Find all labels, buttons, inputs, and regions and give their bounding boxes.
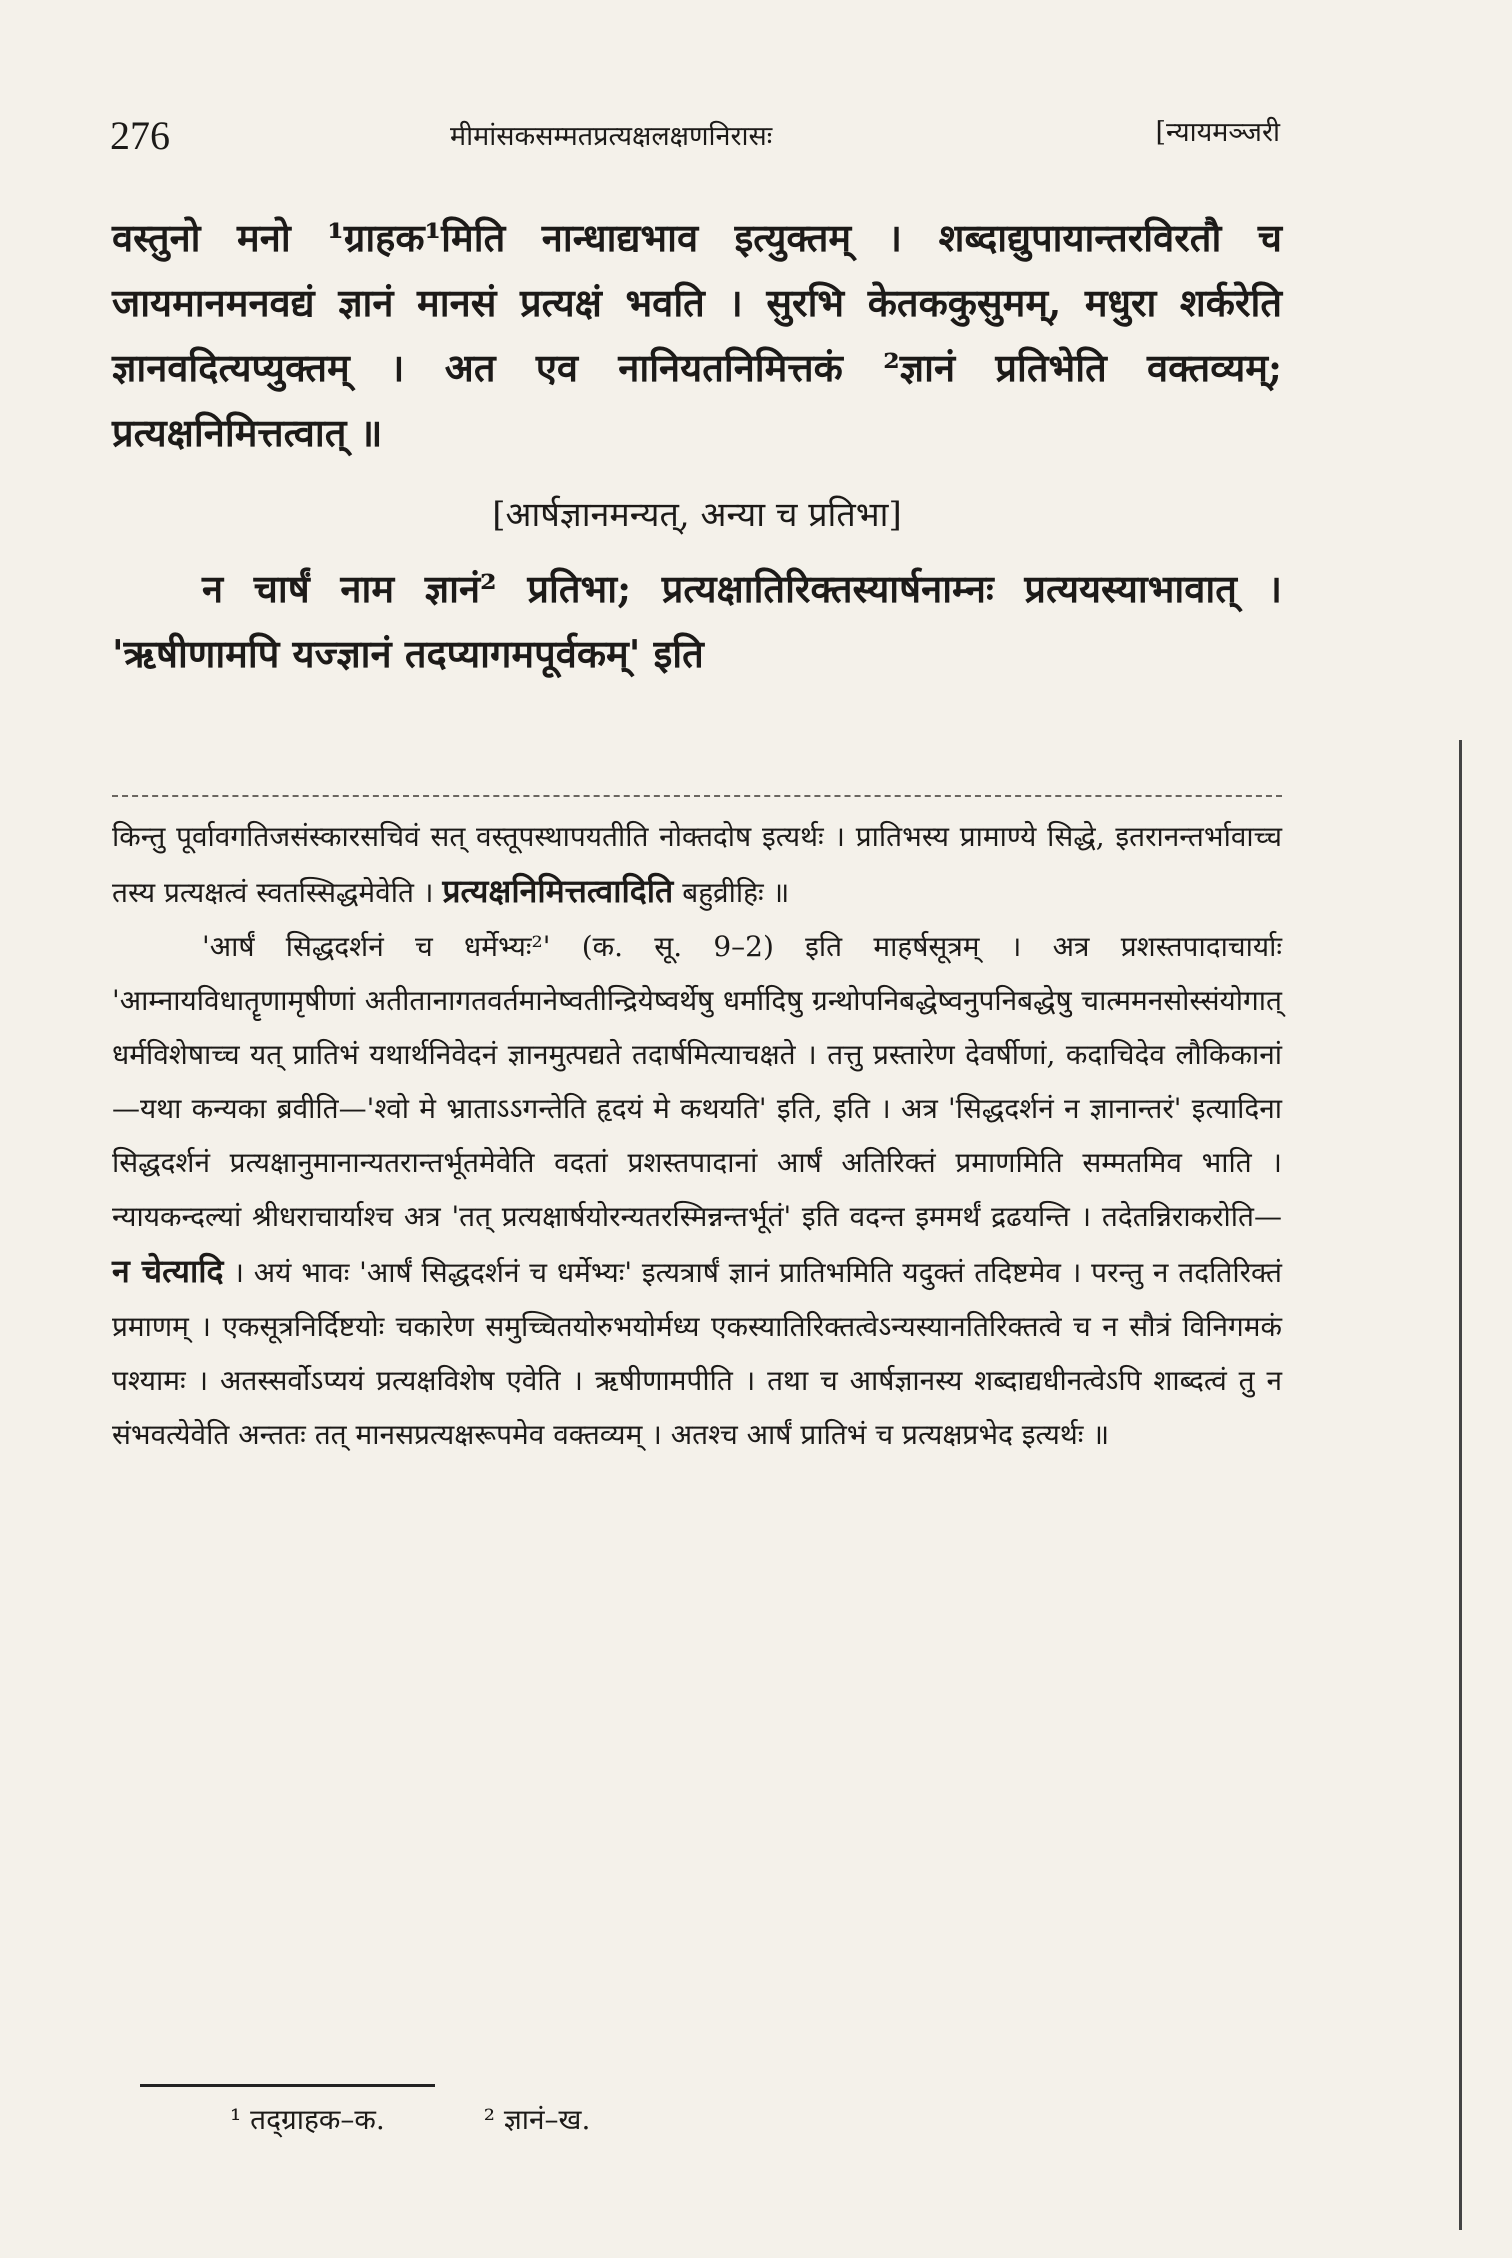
main-paragraph-2: न चार्षं नाम ज्ञानं² प्रतिभा; प्रत्यक्षातिरिक्तस्यार्षनाम्नः प्रत्ययस्याभावात् । 'ऋषीणामपि यज्ज्ञानं तदप्यागमपूर्वकम्' इति: [112, 566, 1282, 676]
commentary-text: । अयं भावः 'आर्षं सिद्धदर्शनं च धर्मेभ्यः' इत्यत्रार्षं ज्ञानं प्रातिभमिति यदुक्तं तदिष्टमेव । परन्तु न तदतिरिक्तं प्रमाणम् । एकसूत्रनिर्दिष्टयोः चकारेण समुच्चितयोरुभयोर्मध्य एकस्यातिरिक्तत्वेऽन्यस्यानतिरिक्तत्वे च न सौत्रं विनिगमकं पश्यामः । अतस्सर्वोऽप्ययं प्रत्यक्षविशेष एवेति । ऋषीणामपीति । तथा च आर्षज्ञानस्य शब्दाद्यधीनत्वेऽपि शाब्दत्वं तु न संभवत्येवेति अन्ततः तत् मानसप्रत्यक्षरूपमेव वक्तव्यम् । अतश्च आर्षं प्रातिभं च प्रत्यक्षप्रभेद इत्यर्थः ॥: [112, 1256, 1282, 1451]
commentary-lemma: न चेत्यादि: [112, 1252, 224, 1290]
commentary-lemma: प्रत्यक्षनिमित्तत्वादिति: [442, 872, 674, 910]
commentary-text: किन्तु पूर्वावगतिजसंस्कारसचिवं सत् वस्तूपस्थापयतीति नोक्तदोष इत्यर्थः । प्रातिभस्य प्रामाण्ये सिद्धे, इतरानन्तर्भावाच्च तस्य प्रत्यक्षत्वं स्वतस्सिद्धमेवेति ।: [112, 820, 1282, 909]
main-text: [112, 205, 1282, 686]
section-label: [न्यायमञ्जरी: [1155, 117, 1280, 148]
footnote-rule: [140, 2084, 435, 2087]
scan-edge-line: [1459, 740, 1462, 2230]
commentary-text: 'आर्षं सिद्धदर्शनं च धर्मेभ्यः²' (क. सू. 9–2) इति माहर्षसूत्रम् । अत्र प्रशस्तपादाचार्याः 'आम्नायविधातॄणामृषीणां अतीतानागतवर्तमानेष्वतीन्द्रियेष्वर्थेषु धर्मादिषु ग्रन्थोपनिबद्धेष्वनुपनिबद्धेषु चात्ममनसोस्संयोगात् धर्मविशेषाच्च यत् प्रातिभं यथार्थनिवेदनं ज्ञानमुत्पद्यते तदार्षमित्याचक्षते । तत्तु प्रस्तारेण देवर्षीणां, कदाचिदेव लौकिकानां—यथा कन्यका ब्रवीति—'श्वो मे भ्राताऽऽगन्तेति हृदयं मे कथयति' इति, इति । अत्र 'सिद्धदर्शनं न ज्ञानान्तरं' इत्यादिना सिद्धदर्शनं प्रत्यक्षानुमानान्यतरान्तर्भूतमेवेति वदतां प्रशस्तपादानां आर्षं अतिरिक्तं प्रमाणमिति सम्मतमिव भाति । न्यायकन्दल्यां श्रीधराचार्याश्च अत्र 'तत् प्रत्यक्षार्षयोरन्यतरस्मिन्नन्तर्भूतं' इति वदन्त इममर्थं द्रढयन्ति । तदेतन्निराकरोति—: [112, 930, 1282, 1233]
page-header: [110, 112, 1280, 172]
running-title: मीमांसकसम्मतप्रत्यक्षलक्षणनिरासः: [450, 121, 773, 152]
footnote-1: ¹ तद्ग्राहक–क.: [230, 2103, 385, 2136]
footnote-2: ² ज्ञानं–ख.: [483, 2103, 591, 2136]
commentary-paragraph-1: [112, 810, 1282, 920]
commentary: [112, 810, 1282, 1462]
dashed-separator: [112, 795, 1282, 797]
footnotes: [230, 2100, 680, 2138]
commentary-paragraph-2: [112, 920, 1282, 1462]
main-paragraph-1: वस्तुनो मनो ¹ग्राहक¹मिति नान्धाद्यभाव इत्युक्तम् । शब्दाद्युपायान्तरविरतौ च जायमानमनवद्यं ज्ञानं मानसं प्रत्यक्षं भवति । सुरभि केतककुसुमम्, मधुरा शर्करेति ज्ञानवदित्यप्युक्तम् । अत एव नानियतनिमित्तकं ²ज्ञानं प्रतिभेति वक्तव्यम्; प्रत्यक्षनिमित्तत्वात् ॥: [112, 215, 1282, 455]
page-number: 276: [110, 113, 170, 158]
commentary-text: बहुव्रीहिः ॥: [682, 876, 790, 909]
section-subheading: [आर्षज्ञानमन्यत्, अन्या च प्रतिभा]: [492, 495, 902, 535]
